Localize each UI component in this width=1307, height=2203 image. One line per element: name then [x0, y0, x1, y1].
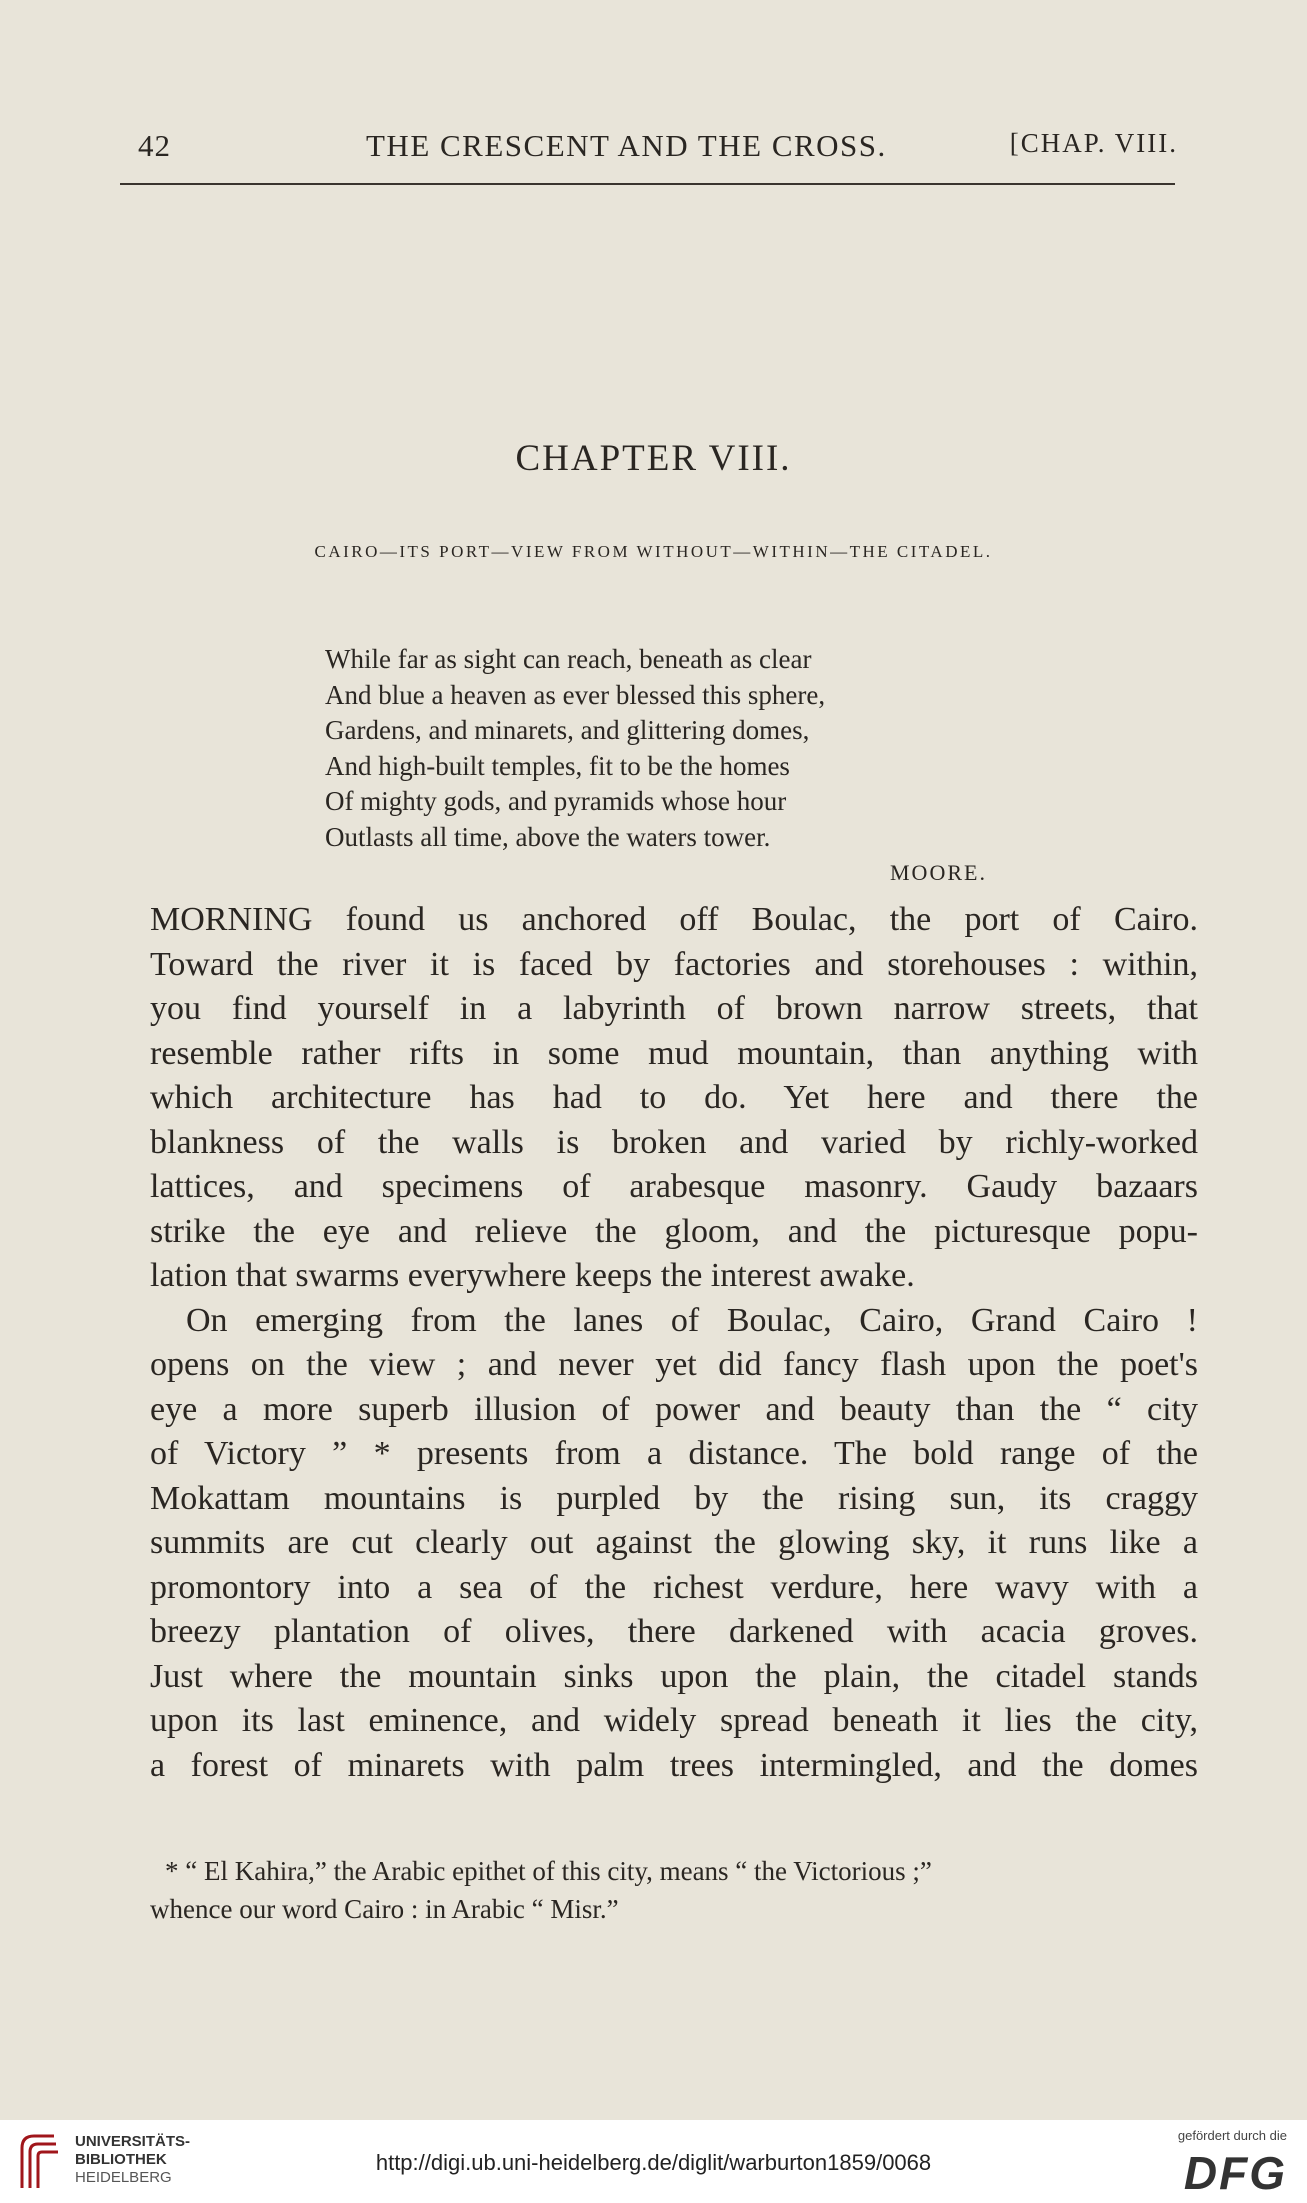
body-line: summits are cut clearly out against the glowing sky, it runs like a [150, 1524, 1198, 1561]
epigraph-line: Gardens, and minarets, and glittering domes, [325, 715, 810, 745]
body-line: opens on the view ; and never yet did fancy flash upon the poet's [150, 1346, 1198, 1383]
body-line: eye a more superb illusion of power and beauty than the “ city [150, 1390, 1198, 1428]
epigraph-line: Of mighty gods, and pyramids whose hour [325, 786, 787, 816]
chapter-heading: CHAPTER VIII. [515, 438, 792, 479]
page-number: 42 [138, 128, 171, 163]
epigraph-attribution: MOORE. [890, 860, 987, 885]
dfg-logo: DFG [1183, 2147, 1287, 2199]
running-head [138, 128, 1178, 168]
body-line: Mokattam mountains is purpled by the rising sun, its craggy [150, 1479, 1198, 1517]
body-line: of Victory ” * presents from a distance. The bold range of the [150, 1435, 1198, 1472]
body-line: MORNING found us anchored off Boulac, the port of Cairo. [150, 901, 1198, 938]
epigraph [325, 642, 1025, 891]
chapter-reference: [CHAP. VIII. [1009, 128, 1178, 158]
body-line: strike the eye and relieve the gloom, and the picturesque popu- [150, 1212, 1198, 1250]
epigraph-line: And high-built temples, fit to be the homes [325, 750, 790, 781]
header-rule [120, 183, 1175, 185]
body-line: upon its last eminence, and widely spread beneath it lies the city, [150, 1702, 1198, 1739]
body-line: blankness of the walls is broken and varied by richly-worked [150, 1123, 1198, 1161]
body-line: breezy plantation of olives, there darkened with acacia groves. [150, 1613, 1198, 1650]
permalink-url[interactable]: http://digi.ub.uni-heidelberg.de/diglit/warburton1859/0068 [375, 2150, 932, 2175]
body-line: promontory into a sea of the richest verdure, here wavy with a [150, 1568, 1198, 1606]
footnote-line: whence our word Cairo : in Arabic “ Misr.” [150, 1894, 619, 1924]
body-line: Just where the mountain sinks upon the plain, the citadel stands [150, 1657, 1198, 1695]
epigraph-line: While far as sight can reach, beneath as clear [325, 644, 812, 674]
footnote-line: * “ El Kahira,” the Arabic epithet of this city, means “ the Victorious ;” [165, 1856, 932, 1886]
body-line: resemble rather rifts in some mud mountain, than anything with [150, 1034, 1198, 1072]
library-name-line: BIBLIOTHEK [75, 2151, 167, 2168]
body-line: a forest of minarets with palm trees intermingled, and the domes [150, 1746, 1198, 1784]
library-name-line: HEIDELBERG [75, 2169, 172, 2186]
footnote [150, 1852, 1198, 1928]
library-name-line: UNIVERSITÄTS- [75, 2133, 191, 2150]
body-line: which architecture has had to do. Yet here and there the [150, 1079, 1198, 1116]
epigraph-line: And blue a heaven as ever blessed this sphere, [325, 679, 826, 710]
body-line: lation that swarms everywhere keeps the interest awake. [150, 1257, 915, 1294]
running-title: THE CRESCENT AND THE CROSS. [366, 128, 887, 163]
body-line: Toward the river it is faced by factories and storehouses : within, [150, 945, 1198, 983]
body-line: On emerging from the lanes of Boulac, Cairo, Grand Cairo ! [186, 1301, 1198, 1339]
chapter-subtitle: CAIRO—ITS PORT—VIEW FROM WITHOUT—WITHIN—THE CITADEL. [314, 542, 993, 561]
epigraph-line: Outlasts all time, above the waters tower. [325, 821, 771, 852]
body-line: you find yourself in a labyrinth of brown narrow streets, that [150, 990, 1198, 1027]
body-line: lattices, and specimens of arabesque masonry. Gaudy bazaars [150, 1168, 1198, 1205]
funder-label: gefördert durch die [1177, 2128, 1287, 2143]
body-text [150, 898, 1198, 1788]
